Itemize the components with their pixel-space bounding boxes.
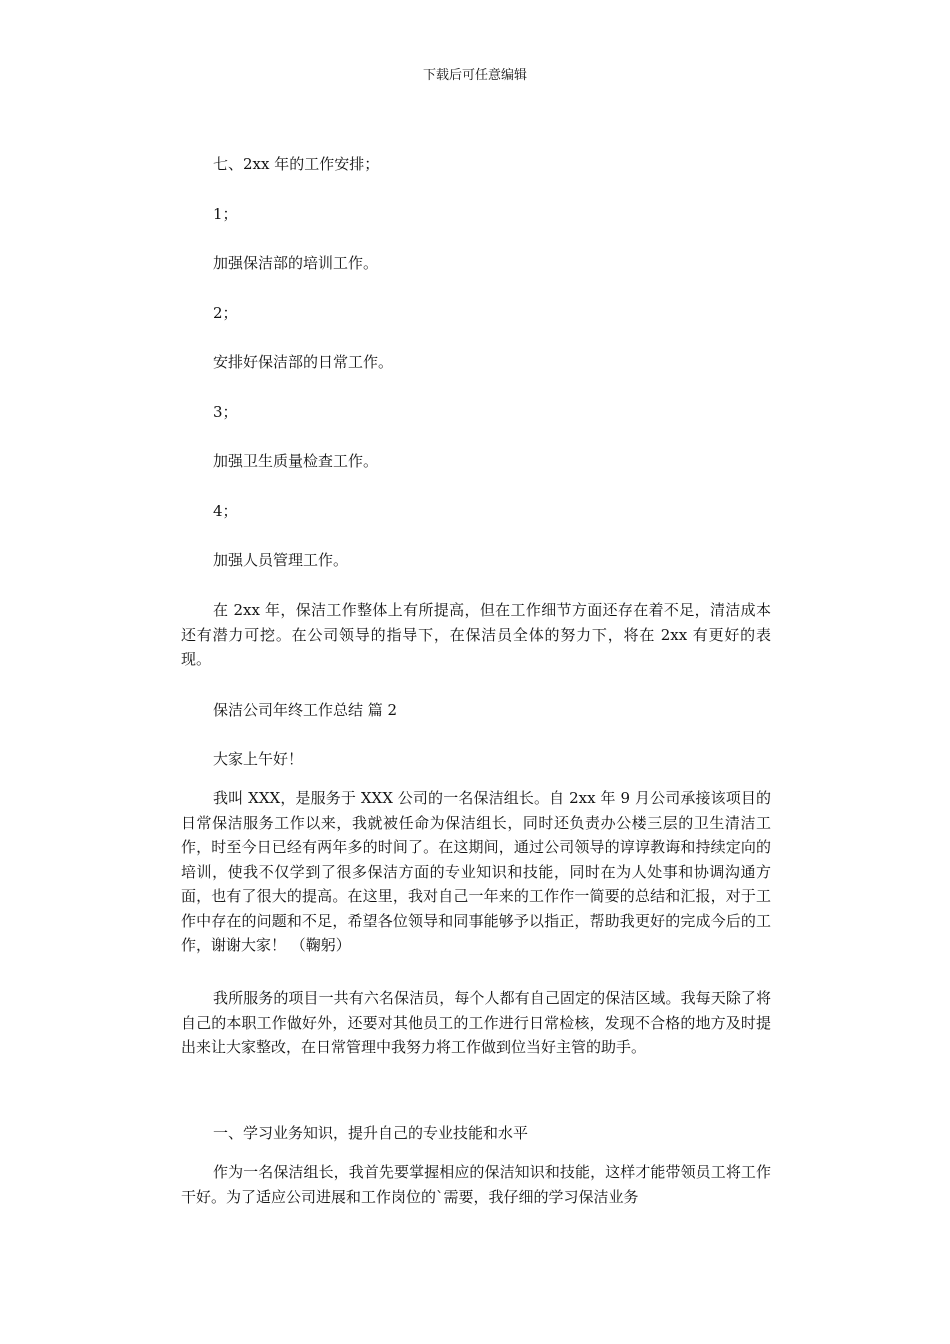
section-heading-learning: 一、学习业务知识，提升自己的专业技能和水平: [213, 1124, 529, 1142]
list-item-number: 1；: [213, 205, 238, 223]
list-item-text: 加强人员管理工作。: [213, 551, 349, 569]
list-item-text: 加强卫生质量检查工作。: [213, 452, 379, 470]
page-header-note: 下载后可任意编辑: [422, 68, 527, 83]
list-item-number: 4；: [213, 502, 238, 520]
list-item-text: 安排好保洁部的日常工作。: [213, 353, 394, 371]
part-title: 保洁公司年终工作总结 篇 2: [213, 701, 398, 719]
section-heading-work-plan: 七、2xx 年的工作安排；: [213, 155, 380, 173]
learning-paragraph: 作为一名保洁组长，我首先要掌握相应的保洁知识和技能，这样才能带领员工将工作干好。为了适应公司进展和工作岗位的`需要，我仔细的学习保洁业务: [181, 1163, 771, 1206]
greeting: 大家上午好！: [213, 750, 304, 768]
list-item-text: 加强保洁部的培训工作。: [213, 254, 379, 272]
list-item-number: 2；: [213, 304, 238, 322]
section-closing-paragraph: 在 2xx 年，保洁工作整体上有所提高，但在工作细节方面还存在着不足，清洁成本还有潜力可挖。在公司领导的指导下，在保洁员全体的努力下，将在 2xx 有更好的表现。: [181, 601, 771, 668]
list-item-number: 3；: [213, 403, 238, 421]
team-paragraph: 我所服务的项目一共有六名保洁员，每个人都有自己固定的保洁区域。我每天除了将自己的本职工作做好外，还要对其他员工的工作进行日常检核，发现不合格的地方及时提出来让大家整改，在日常管理中我努力将工作做到位当好主管的助手。: [181, 989, 771, 1056]
intro-paragraph: 我叫 XXX，是服务于 XXX 公司的一名保洁组长。自 2xx 年 9 月公司承接该项目的日常保洁服务工作以来，我就被任命为保洁组长，同时还负责办公楼三层的卫生清洁工作，时至今日已经有两年多的时间了。在这期间，通过公司领导的谆谆教诲和持续定向的培训，使我不仅学到了很多保洁方面的专业知识和技能，同时在为人处事和协调沟通方面，也有了很大的提高。在这里，我对自己一年来的工作作一简要的总结和汇报，对于工作中存在的问题和不足，希望各位领导和同事能够予以指正，帮助我更好的完成今后的工作，谢谢大家！ （鞠躬）: [181, 789, 771, 954]
